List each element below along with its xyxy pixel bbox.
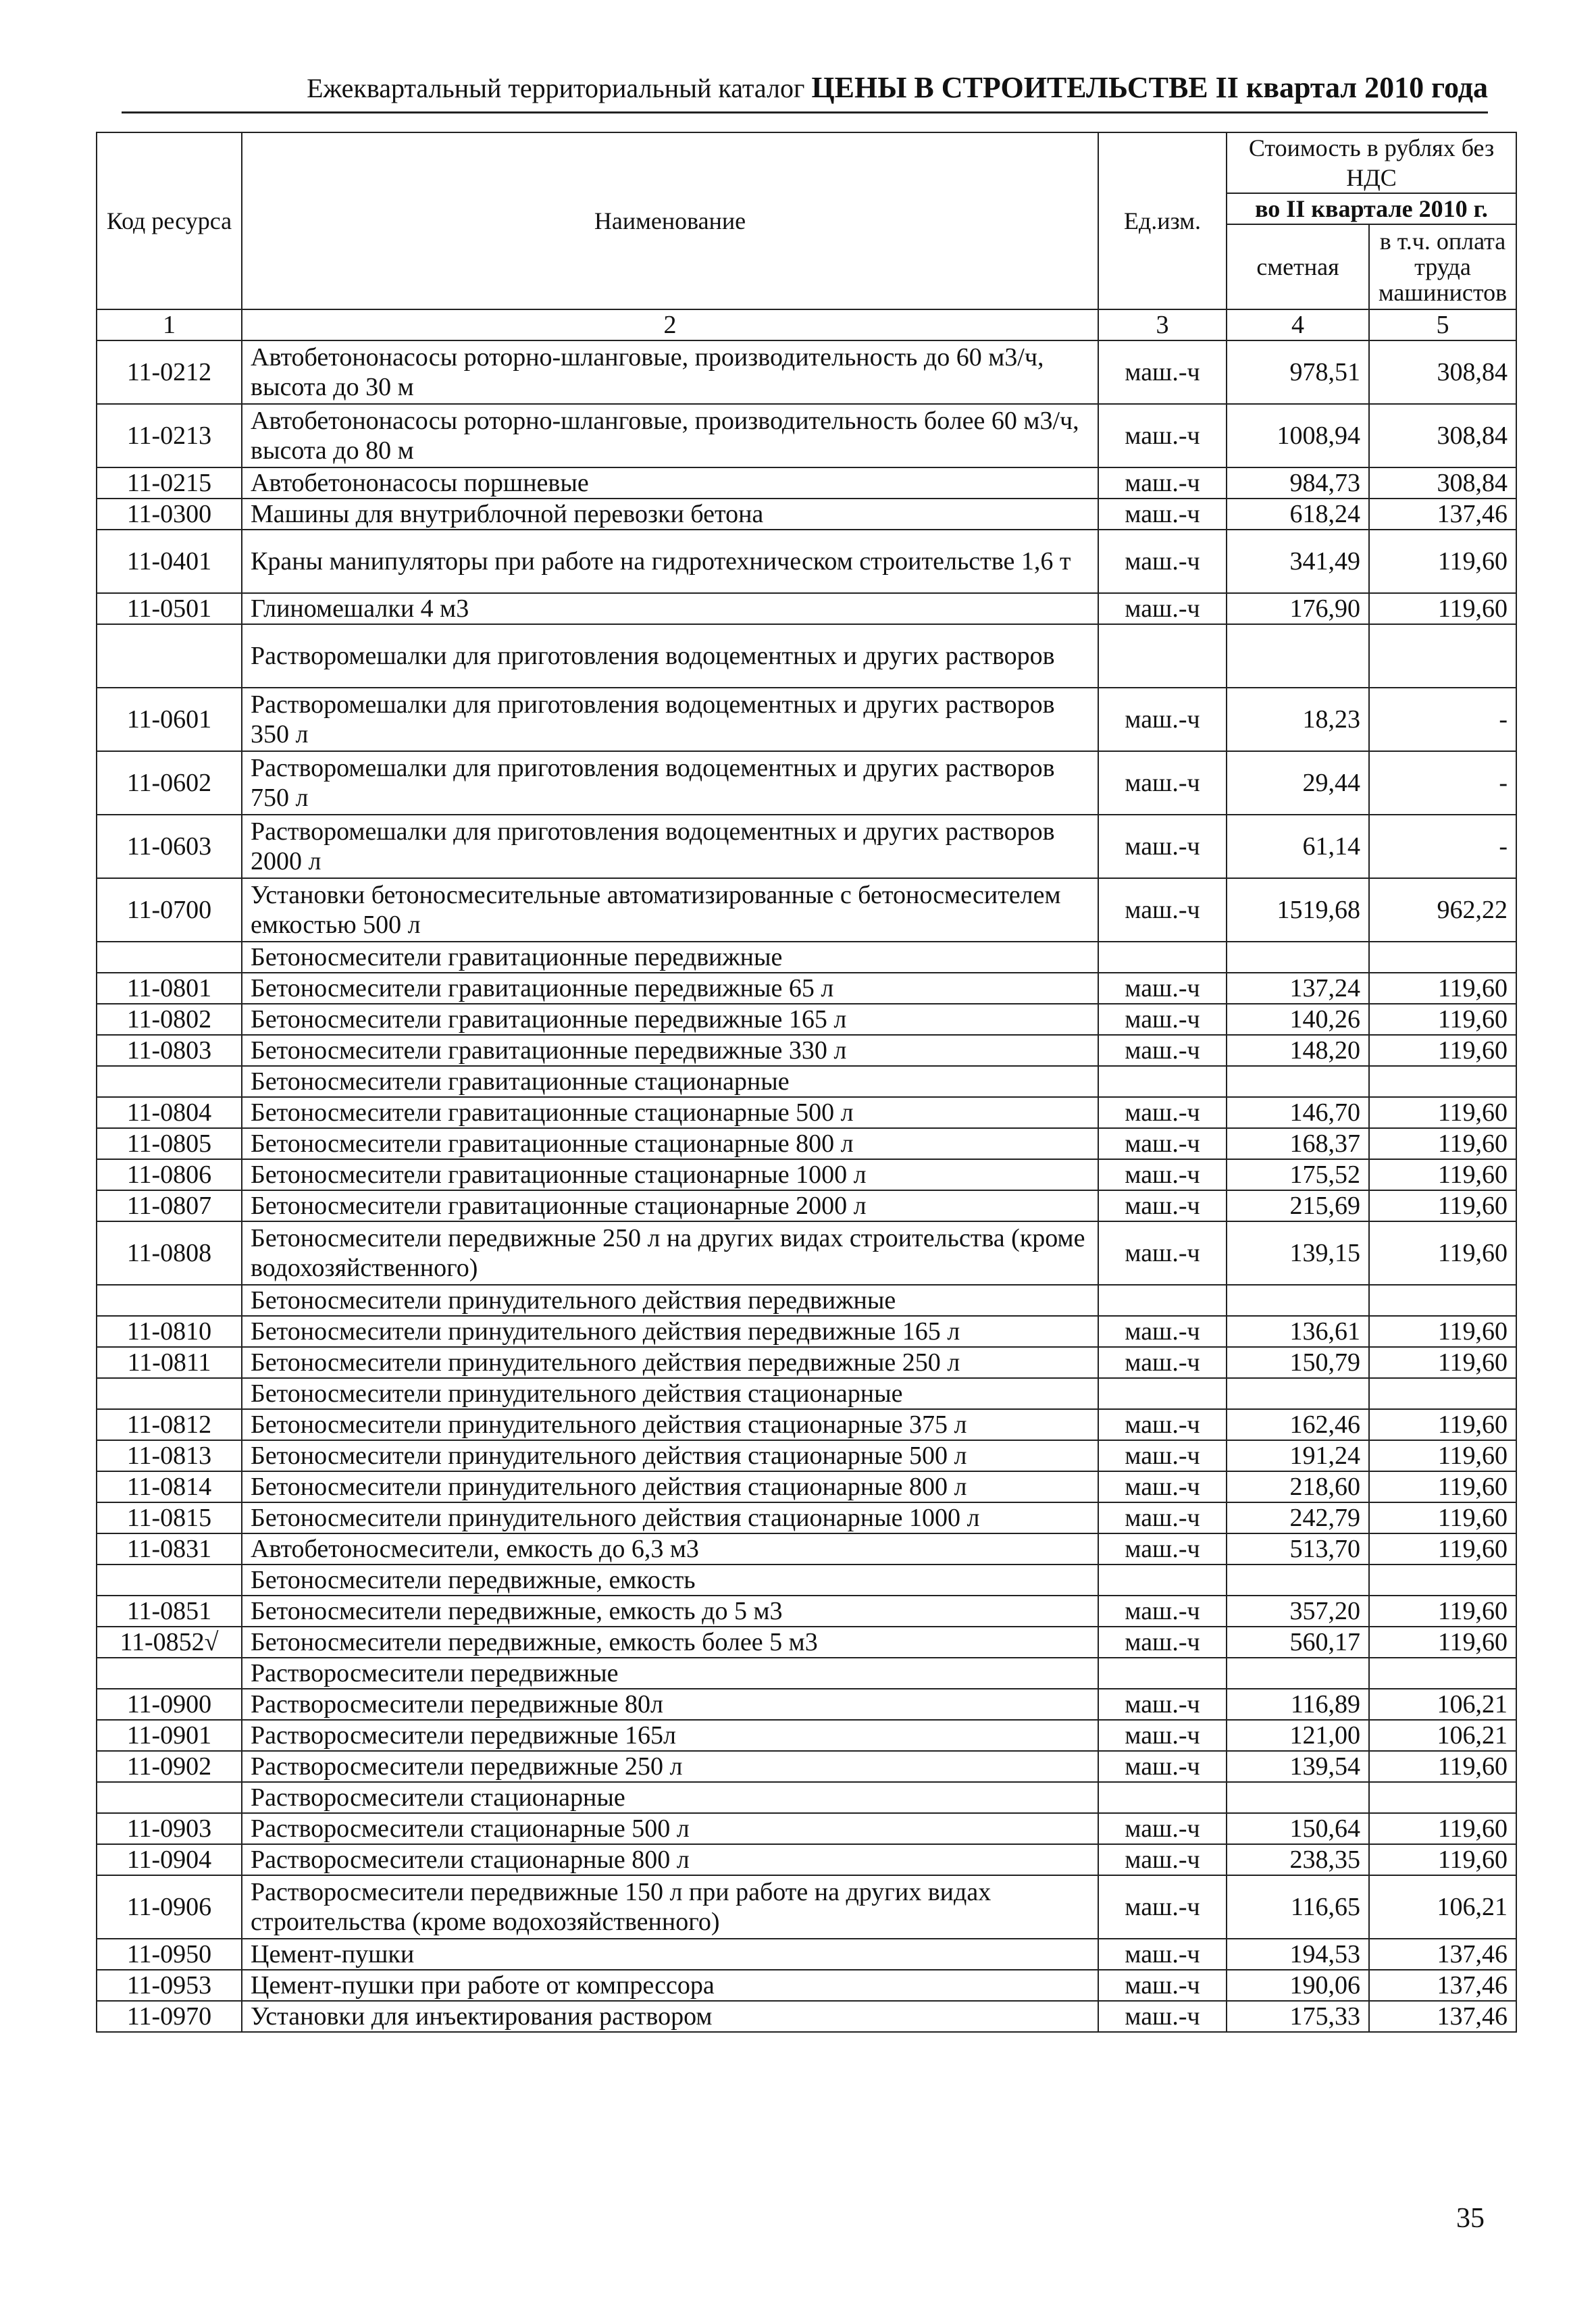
- col-number: 1: [97, 309, 242, 340]
- cell-cost: 146,70: [1227, 1097, 1369, 1128]
- cell-wages: 119,60: [1369, 1409, 1516, 1440]
- cell-cost: 116,89: [1227, 1689, 1369, 1720]
- cell-code: [97, 1066, 242, 1097]
- cell-code: 11-0801: [97, 973, 242, 1004]
- cell-unit: маш.-ч: [1098, 688, 1227, 751]
- cell-cost: 136,61: [1227, 1316, 1369, 1347]
- cell-cost: 139,15: [1227, 1221, 1369, 1285]
- cell-unit: маш.-ч: [1098, 1596, 1227, 1627]
- cell-unit: маш.-ч: [1098, 1689, 1227, 1720]
- cell-cost: 194,53: [1227, 1939, 1369, 1970]
- cell-wages: [1369, 1066, 1516, 1097]
- table-row: [97, 1627, 1516, 1658]
- cell-unit: маш.-ч: [1098, 593, 1227, 624]
- table-row: [97, 1970, 1516, 2001]
- table-row: [97, 1035, 1516, 1066]
- table-row: [97, 530, 1516, 593]
- cell-cost: [1227, 1658, 1369, 1689]
- col-header-code: Код ресурса: [97, 132, 242, 309]
- cell-wages: 119,60: [1369, 1128, 1516, 1159]
- cell-wages: -: [1369, 815, 1516, 878]
- cell-code: [97, 1378, 242, 1409]
- cell-code: 11-0808: [97, 1221, 242, 1285]
- cell-name: Растворосмесители стационарные 800 л: [242, 1844, 1098, 1875]
- cell-cost: 150,64: [1227, 1813, 1369, 1844]
- cell-cost: 176,90: [1227, 593, 1369, 624]
- cell-unit: маш.-ч: [1098, 1221, 1227, 1285]
- cell-code: 11-0700: [97, 878, 242, 942]
- cell-unit: маш.-ч: [1098, 1813, 1227, 1844]
- cell-cost: 1008,94: [1227, 404, 1369, 467]
- cell-wages: 137,46: [1369, 1939, 1516, 1970]
- cell-code: [97, 624, 242, 688]
- cell-wages: 119,60: [1369, 1471, 1516, 1502]
- table-row: [97, 2001, 1516, 2032]
- cell-cost: 175,33: [1227, 2001, 1369, 2032]
- cell-wages: 137,46: [1369, 499, 1516, 530]
- table-row: [97, 1316, 1516, 1347]
- cell-name: Бетоносмесители принудительного действия стационарные 1000 л: [242, 1502, 1098, 1533]
- cell-unit: маш.-ч: [1098, 1970, 1227, 2001]
- table-row: [97, 1471, 1516, 1502]
- table-row: [97, 878, 1516, 942]
- cell-unit: маш.-ч: [1098, 1533, 1227, 1564]
- cell-code: 11-0213: [97, 404, 242, 467]
- table-row: [97, 1658, 1516, 1689]
- table-row: [97, 1097, 1516, 1128]
- cell-code: 11-0814: [97, 1471, 242, 1502]
- cell-wages: 119,60: [1369, 1751, 1516, 1782]
- cell-wages: 119,60: [1369, 1035, 1516, 1066]
- cell-code: 11-0906: [97, 1875, 242, 1939]
- col-number: 2: [242, 309, 1098, 340]
- cell-wages: 106,21: [1369, 1689, 1516, 1720]
- cell-cost: 168,37: [1227, 1128, 1369, 1159]
- cell-code: 11-0401: [97, 530, 242, 593]
- cell-code: 11-0802: [97, 1004, 242, 1035]
- cell-unit: [1098, 1782, 1227, 1813]
- cell-unit: маш.-ч: [1098, 1035, 1227, 1066]
- column-number-row: [97, 309, 1516, 340]
- cell-code: 11-0831: [97, 1533, 242, 1564]
- cell-wages: [1369, 1564, 1516, 1596]
- cell-cost: 238,35: [1227, 1844, 1369, 1875]
- cell-code: 11-0902: [97, 1751, 242, 1782]
- cell-unit: маш.-ч: [1098, 878, 1227, 942]
- cell-unit: [1098, 942, 1227, 973]
- col-header-unit: Ед.изм.: [1098, 132, 1227, 309]
- cell-cost: [1227, 1564, 1369, 1596]
- cell-name: Бетоносмесители гравитационные стационарные: [242, 1066, 1098, 1097]
- cell-code: 11-0601: [97, 688, 242, 751]
- col-header-cost-group: Стоимость в рублях без НДС: [1227, 132, 1516, 193]
- table-body: [97, 340, 1516, 2032]
- table-row: [97, 1533, 1516, 1564]
- cell-name: Автобетононасосы роторно-шланговые, производительность более 60 м3/ч, высота до 80 м: [242, 404, 1098, 467]
- cell-unit: маш.-ч: [1098, 1627, 1227, 1658]
- cell-code: 11-0852√: [97, 1627, 242, 1658]
- cell-name: Растворомешалки для приготовления водоцементных и других растворов: [242, 624, 1098, 688]
- cell-unit: [1098, 1285, 1227, 1316]
- cell-wages: [1369, 1658, 1516, 1689]
- cell-wages: 119,60: [1369, 1596, 1516, 1627]
- cell-unit: маш.-ч: [1098, 1128, 1227, 1159]
- table-row: [97, 1939, 1516, 1970]
- cell-unit: маш.-ч: [1098, 1875, 1227, 1939]
- cell-unit: маш.-ч: [1098, 751, 1227, 815]
- cell-wages: 137,46: [1369, 2001, 1516, 2032]
- col-header-name: Наименование: [242, 132, 1098, 309]
- cell-wages: 119,60: [1369, 1316, 1516, 1347]
- cell-code: [97, 1658, 242, 1689]
- table-row: [97, 1190, 1516, 1221]
- cell-code: [97, 1782, 242, 1813]
- cell-name: Бетоносмесители гравитационные передвижные: [242, 942, 1098, 973]
- cell-unit: маш.-ч: [1098, 404, 1227, 467]
- header-title: ЦЕНЫ В СТРОИТЕЛЬСТВЕ II квартал 2010 года: [811, 71, 1488, 104]
- cell-wages: 308,84: [1369, 404, 1516, 467]
- table-row: [97, 404, 1516, 467]
- cell-name: Бетоносмесители принудительного действия стационарные 800 л: [242, 1471, 1098, 1502]
- cell-code: 11-0603: [97, 815, 242, 878]
- cell-code: 11-0212: [97, 340, 242, 404]
- cell-cost: 139,54: [1227, 1751, 1369, 1782]
- cell-cost: 618,24: [1227, 499, 1369, 530]
- cell-code: 11-0950: [97, 1939, 242, 1970]
- header-prefix: Ежеквартальный территориальный каталог: [307, 73, 805, 103]
- cell-cost: 357,20: [1227, 1596, 1369, 1627]
- cell-name: Бетоносмесители гравитационные передвижные 65 л: [242, 973, 1098, 1004]
- cell-unit: [1098, 1066, 1227, 1097]
- cell-wages: 962,22: [1369, 878, 1516, 942]
- cell-wages: 119,60: [1369, 530, 1516, 593]
- cell-name: Краны манипуляторы при работе на гидротехническом строительстве 1,6 т: [242, 530, 1098, 593]
- cell-name: Бетоносмесители принудительного действия стационарные: [242, 1378, 1098, 1409]
- table-row: [97, 1221, 1516, 1285]
- cell-wages: 119,60: [1369, 973, 1516, 1004]
- cell-wages: 119,60: [1369, 1190, 1516, 1221]
- cell-cost: [1227, 1285, 1369, 1316]
- cell-name: Растворомешалки для приготовления водоцементных и других растворов 350 л: [242, 688, 1098, 751]
- cell-name: Бетоносмесители гравитационные передвижные 330 л: [242, 1035, 1098, 1066]
- cell-wages: 119,60: [1369, 1221, 1516, 1285]
- cell-wages: 119,60: [1369, 593, 1516, 624]
- table-row: [97, 1782, 1516, 1813]
- cell-unit: маш.-ч: [1098, 1409, 1227, 1440]
- cell-name: Растворосмесители стационарные: [242, 1782, 1098, 1813]
- cell-code: 11-0811: [97, 1347, 242, 1378]
- cell-name: Автобетононасосы роторно-шланговые, производительность до 60 м3/ч, высота до 30 м: [242, 340, 1098, 404]
- cell-name: Растворомешалки для приготовления водоцементных и других растворов 750 л: [242, 751, 1098, 815]
- cell-name: Бетоносмесители принудительного действия передвижные: [242, 1285, 1098, 1316]
- cell-wages: [1369, 1782, 1516, 1813]
- cell-unit: маш.-ч: [1098, 1939, 1227, 1970]
- cell-wages: [1369, 624, 1516, 688]
- cell-wages: [1369, 1285, 1516, 1316]
- cell-cost: 175,52: [1227, 1159, 1369, 1190]
- cell-name: Растворосмесители передвижные 150 л при работе на других видах строительства (кроме водохозяйственного): [242, 1875, 1098, 1939]
- col-number: 5: [1369, 309, 1516, 340]
- table-row: [97, 1720, 1516, 1751]
- table-row: [97, 815, 1516, 878]
- cell-unit: [1098, 1378, 1227, 1409]
- table-row: [97, 1844, 1516, 1875]
- cell-code: 11-0815: [97, 1502, 242, 1533]
- cell-name: Бетоносмесители принудительного действия стационарные 500 л: [242, 1440, 1098, 1471]
- table-row: [97, 1285, 1516, 1316]
- cell-code: [97, 1285, 242, 1316]
- cell-cost: 116,65: [1227, 1875, 1369, 1939]
- cell-name: Бетоносмесители гравитационные стационарные 800 л: [242, 1128, 1098, 1159]
- cell-wages: 119,60: [1369, 1533, 1516, 1564]
- cell-name: Бетоносмесители передвижные, емкость: [242, 1564, 1098, 1596]
- cell-code: 11-0903: [97, 1813, 242, 1844]
- table-row: [97, 1813, 1516, 1844]
- table-row: [97, 1159, 1516, 1190]
- cell-code: 11-0810: [97, 1316, 242, 1347]
- cell-name: Бетоносмесители гравитационные стационарные 2000 л: [242, 1190, 1098, 1221]
- cell-name: Бетоносмесители принудительного действия передвижные 165 л: [242, 1316, 1098, 1347]
- cell-name: Бетоносмесители гравитационные передвижные 165 л: [242, 1004, 1098, 1035]
- cell-unit: маш.-ч: [1098, 1751, 1227, 1782]
- table-row: [97, 593, 1516, 624]
- cell-cost: 190,06: [1227, 1970, 1369, 2001]
- cell-unit: маш.-ч: [1098, 1316, 1227, 1347]
- table-row: [97, 942, 1516, 973]
- cell-name: Бетоносмесители принудительного действия передвижные 250 л: [242, 1347, 1098, 1378]
- cell-unit: маш.-ч: [1098, 1190, 1227, 1221]
- cell-code: 11-0904: [97, 1844, 242, 1875]
- price-table: [96, 132, 1517, 2033]
- cell-wages: 106,21: [1369, 1720, 1516, 1751]
- cell-code: 11-0901: [97, 1720, 242, 1751]
- table-row: [97, 499, 1516, 530]
- cell-code: 11-0900: [97, 1689, 242, 1720]
- cell-name: Растворомешалки для приготовления водоцементных и других растворов 2000 л: [242, 815, 1098, 878]
- cell-name: Растворосмесители стационарные 500 л: [242, 1813, 1098, 1844]
- cell-cost: 121,00: [1227, 1720, 1369, 1751]
- cell-code: 11-0804: [97, 1097, 242, 1128]
- cell-name: Бетоносмесители передвижные, емкость до 5 м3: [242, 1596, 1098, 1627]
- cell-cost: 560,17: [1227, 1627, 1369, 1658]
- cell-name: Машины для внутриблочной перевозки бетона: [242, 499, 1098, 530]
- cell-unit: маш.-ч: [1098, 1159, 1227, 1190]
- cell-cost: 218,60: [1227, 1471, 1369, 1502]
- cell-wages: 119,60: [1369, 1813, 1516, 1844]
- cell-code: [97, 1564, 242, 1596]
- cell-name: Бетоносмесители гравитационные стационарные 500 л: [242, 1097, 1098, 1128]
- cell-unit: маш.-ч: [1098, 1720, 1227, 1751]
- cell-wages: 106,21: [1369, 1875, 1516, 1939]
- cell-wages: 119,60: [1369, 1627, 1516, 1658]
- table-row: [97, 1440, 1516, 1471]
- table-row: [97, 1004, 1516, 1035]
- cell-code: 11-0501: [97, 593, 242, 624]
- cell-name: Бетоносмесители гравитационные стационарные 1000 л: [242, 1159, 1098, 1190]
- cell-code: 11-0805: [97, 1128, 242, 1159]
- cell-cost: 61,14: [1227, 815, 1369, 878]
- cell-unit: маш.-ч: [1098, 530, 1227, 593]
- cell-cost: 162,46: [1227, 1409, 1369, 1440]
- cell-cost: 150,79: [1227, 1347, 1369, 1378]
- table-row: [97, 1875, 1516, 1939]
- cell-code: 11-0602: [97, 751, 242, 815]
- cell-name: Установки для инъектирования раствором: [242, 2001, 1098, 2032]
- col-header-wages: в т.ч. оплата труда машинистов: [1369, 224, 1516, 309]
- cell-name: Бетоносмесители передвижные 250 л на других видах строительства (кроме водохозяйственного): [242, 1221, 1098, 1285]
- cell-wages: 137,46: [1369, 1970, 1516, 2001]
- cell-code: 11-0813: [97, 1440, 242, 1471]
- cell-cost: 1519,68: [1227, 878, 1369, 942]
- cell-cost: 978,51: [1227, 340, 1369, 404]
- col-header-cost-period: во II квартале 2010 г.: [1227, 193, 1516, 224]
- cell-wages: 119,60: [1369, 1004, 1516, 1035]
- cell-cost: 513,70: [1227, 1533, 1369, 1564]
- cell-unit: маш.-ч: [1098, 1097, 1227, 1128]
- cell-code: 11-0300: [97, 499, 242, 530]
- table-row: [97, 467, 1516, 499]
- cell-wages: 119,60: [1369, 1347, 1516, 1378]
- cell-unit: маш.-ч: [1098, 1502, 1227, 1533]
- cell-code: 11-0970: [97, 2001, 242, 2032]
- cell-unit: [1098, 624, 1227, 688]
- cell-code: 11-0812: [97, 1409, 242, 1440]
- cell-wages: [1369, 1378, 1516, 1409]
- page-number: 35: [1456, 2203, 1485, 2234]
- cell-code: 11-0803: [97, 1035, 242, 1066]
- cell-cost: 29,44: [1227, 751, 1369, 815]
- cell-cost: [1227, 1378, 1369, 1409]
- cell-unit: маш.-ч: [1098, 499, 1227, 530]
- cell-unit: маш.-ч: [1098, 973, 1227, 1004]
- cell-cost: [1227, 942, 1369, 973]
- cell-name: Растворосмесители передвижные: [242, 1658, 1098, 1689]
- table-row: [97, 1378, 1516, 1409]
- col-number: 4: [1227, 309, 1369, 340]
- table-row: [97, 688, 1516, 751]
- cell-name: Автобетононасосы поршневые: [242, 467, 1098, 499]
- col-number: 3: [1098, 309, 1227, 340]
- cell-unit: маш.-ч: [1098, 2001, 1227, 2032]
- cell-unit: [1098, 1658, 1227, 1689]
- table-row: [97, 1751, 1516, 1782]
- cell-cost: 148,20: [1227, 1035, 1369, 1066]
- cell-name: Растворосмесители передвижные 250 л: [242, 1751, 1098, 1782]
- cell-wages: 119,60: [1369, 1844, 1516, 1875]
- table-row: [97, 751, 1516, 815]
- cell-code: 11-0215: [97, 467, 242, 499]
- cell-cost: [1227, 1782, 1369, 1813]
- cell-code: 11-0807: [97, 1190, 242, 1221]
- cell-unit: маш.-ч: [1098, 340, 1227, 404]
- cell-unit: маш.-ч: [1098, 815, 1227, 878]
- cell-wages: 119,60: [1369, 1502, 1516, 1533]
- cell-code: 11-0806: [97, 1159, 242, 1190]
- cell-code: [97, 942, 242, 973]
- cell-unit: маш.-ч: [1098, 1347, 1227, 1378]
- cell-cost: 341,49: [1227, 530, 1369, 593]
- cell-name: Цемент-пушки при работе от компрессора: [242, 1970, 1098, 2001]
- cell-code: 11-0953: [97, 1970, 242, 2001]
- table-row: [97, 1409, 1516, 1440]
- cell-wages: 308,84: [1369, 340, 1516, 404]
- table-row: [97, 1066, 1516, 1097]
- cell-wages: -: [1369, 688, 1516, 751]
- table-row: [97, 1502, 1516, 1533]
- cell-name: Бетоносмесители принудительного действия стационарные 375 л: [242, 1409, 1098, 1440]
- cell-cost: 191,24: [1227, 1440, 1369, 1471]
- cell-unit: маш.-ч: [1098, 1440, 1227, 1471]
- cell-cost: 18,23: [1227, 688, 1369, 751]
- cell-name: Цемент-пушки: [242, 1939, 1098, 1970]
- cell-cost: 984,73: [1227, 467, 1369, 499]
- table-row: [97, 973, 1516, 1004]
- cell-wages: -: [1369, 751, 1516, 815]
- cell-wages: 119,60: [1369, 1440, 1516, 1471]
- cell-cost: 140,26: [1227, 1004, 1369, 1035]
- table-row: [97, 1564, 1516, 1596]
- page-header: [122, 64, 1488, 113]
- cell-unit: маш.-ч: [1098, 1844, 1227, 1875]
- cell-wages: 119,60: [1369, 1159, 1516, 1190]
- cell-unit: маш.-ч: [1098, 467, 1227, 499]
- cell-name: Глиномешалки 4 м3: [242, 593, 1098, 624]
- cell-cost: 137,24: [1227, 973, 1369, 1004]
- cell-wages: 308,84: [1369, 467, 1516, 499]
- table-row: [97, 1596, 1516, 1627]
- cell-name: Растворосмесители передвижные 165л: [242, 1720, 1098, 1751]
- table-row: [97, 340, 1516, 404]
- cell-unit: маш.-ч: [1098, 1004, 1227, 1035]
- cell-name: Автобетоносмесители, емкость до 6,3 м3: [242, 1533, 1098, 1564]
- table-row: [97, 1689, 1516, 1720]
- col-header-estimate: сметная: [1227, 224, 1369, 309]
- cell-cost: 215,69: [1227, 1190, 1369, 1221]
- cell-name: Растворосмесители передвижные 80л: [242, 1689, 1098, 1720]
- cell-unit: маш.-ч: [1098, 1471, 1227, 1502]
- cell-cost: [1227, 1066, 1369, 1097]
- cell-wages: 119,60: [1369, 1097, 1516, 1128]
- table-row: [97, 624, 1516, 688]
- cell-code: 11-0851: [97, 1596, 242, 1627]
- table-row: [97, 1347, 1516, 1378]
- cell-name: Бетоносмесители передвижные, емкость более 5 м3: [242, 1627, 1098, 1658]
- table-row: [97, 1128, 1516, 1159]
- cell-cost: [1227, 624, 1369, 688]
- cell-wages: [1369, 942, 1516, 973]
- cell-cost: 242,79: [1227, 1502, 1369, 1533]
- cell-name: Установки бетоносмесительные автоматизированные с бетоносмесителем емкостью 500 л: [242, 878, 1098, 942]
- cell-unit: [1098, 1564, 1227, 1596]
